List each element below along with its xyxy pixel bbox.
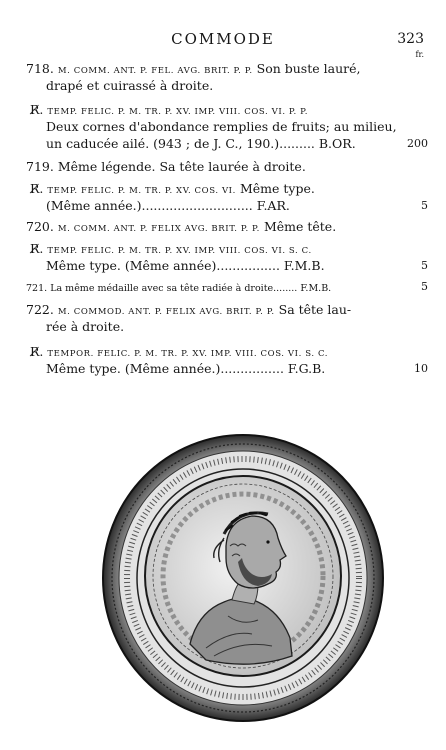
entry-719-line-1 — [26, 159, 306, 175]
entry-number: 721. — [26, 283, 48, 294]
entry-722-line-1 — [26, 302, 351, 320]
entry-description: Même tête. — [263, 219, 337, 234]
reverse-722-line-2: Même type. (Même année.)................ F.G.B. — [46, 361, 326, 376]
reverse-mark: R̸. — [30, 344, 44, 359]
entry-description: Son buste lauré, — [256, 61, 361, 76]
price-721: 5 — [421, 280, 428, 293]
page-number: 323 — [397, 31, 424, 47]
obverse-legend: M. COMM. ANT. P. FELIX AVG. BRIT. P. P. — [57, 224, 260, 234]
entry-number: 718. — [26, 61, 54, 76]
entry-number: 720. — [26, 219, 54, 234]
reverse-722-line-1 — [30, 344, 328, 362]
entry-description: Même légende. Sa tête laurée à droite. — [57, 159, 306, 174]
reverse-719-line-2: (Même année.)............................ F.AR. — [46, 198, 290, 213]
medallion-engraving — [102, 434, 384, 722]
running-head: COMMODE — [171, 30, 275, 48]
entry-718-line-1 — [26, 61, 360, 79]
entry-720-line-1 — [26, 219, 336, 237]
reverse-720-line-2: Même type. (Même année)................ F.M.B. — [46, 258, 325, 273]
price-718: 200 — [407, 137, 428, 150]
reverse-mark: R̸. — [30, 241, 44, 256]
entry-description: La même médaille avec sa tête radiée à droite........ F.M.B. — [50, 283, 332, 294]
obverse-legend: M. COMMOD. ANT. P. FELIX AVG. BRIT. P. P. — [57, 307, 275, 317]
reverse-718-line-3: un caducée ailé. (943 ; de J. C., 190.)......... B.OR. — [46, 136, 356, 151]
entry-number: 719. — [26, 159, 54, 174]
reverse-mark: R̸. — [30, 181, 44, 196]
reverse-718-line-2: Deux cornes d'abondance remplies de fruits; au milieu, — [46, 119, 397, 134]
reverse-mark: R̸. — [30, 102, 44, 117]
entry-722-line-2: rée à droite. — [46, 319, 125, 334]
price-722: 10 — [414, 362, 428, 375]
reverse-720-line-1 — [30, 241, 312, 259]
entry-718-line-2: drapé et cuirassé à droite. — [46, 78, 214, 93]
price-720: 5 — [421, 259, 428, 272]
reverse-718-line-1 — [30, 102, 308, 120]
entry-description: Sa tête lau- — [278, 302, 352, 317]
reverse-description: Même type. — [239, 181, 315, 196]
entry-721-line-1 — [26, 281, 331, 297]
obverse-legend: M. COMM. ANT. P. FEL. AVG. BRIT. P. P. — [57, 66, 253, 76]
reverse-legend: TEMPOR. FELIC. P. M. TR. P. XV. IMP. VIII. COS. VI. S. C. — [47, 349, 329, 359]
entry-number: 722. — [26, 302, 54, 317]
reverse-719-line-1 — [30, 181, 315, 199]
price-unit: fr. — [415, 50, 424, 59]
reverse-legend: TEMP. FELIC. P. M. TR. P. XV. IMP. VIII. COS. VI. P. P. — [47, 107, 309, 117]
reverse-legend: TEMP. FELIC. P. M. TR. P. XV. IMP. VIII. COS. VI. S. C. — [47, 246, 312, 256]
price-719: 5 — [421, 199, 428, 212]
reverse-legend: TEMP. FELIC. P. M. TR. P. XV. COS. VI. — [47, 186, 236, 196]
